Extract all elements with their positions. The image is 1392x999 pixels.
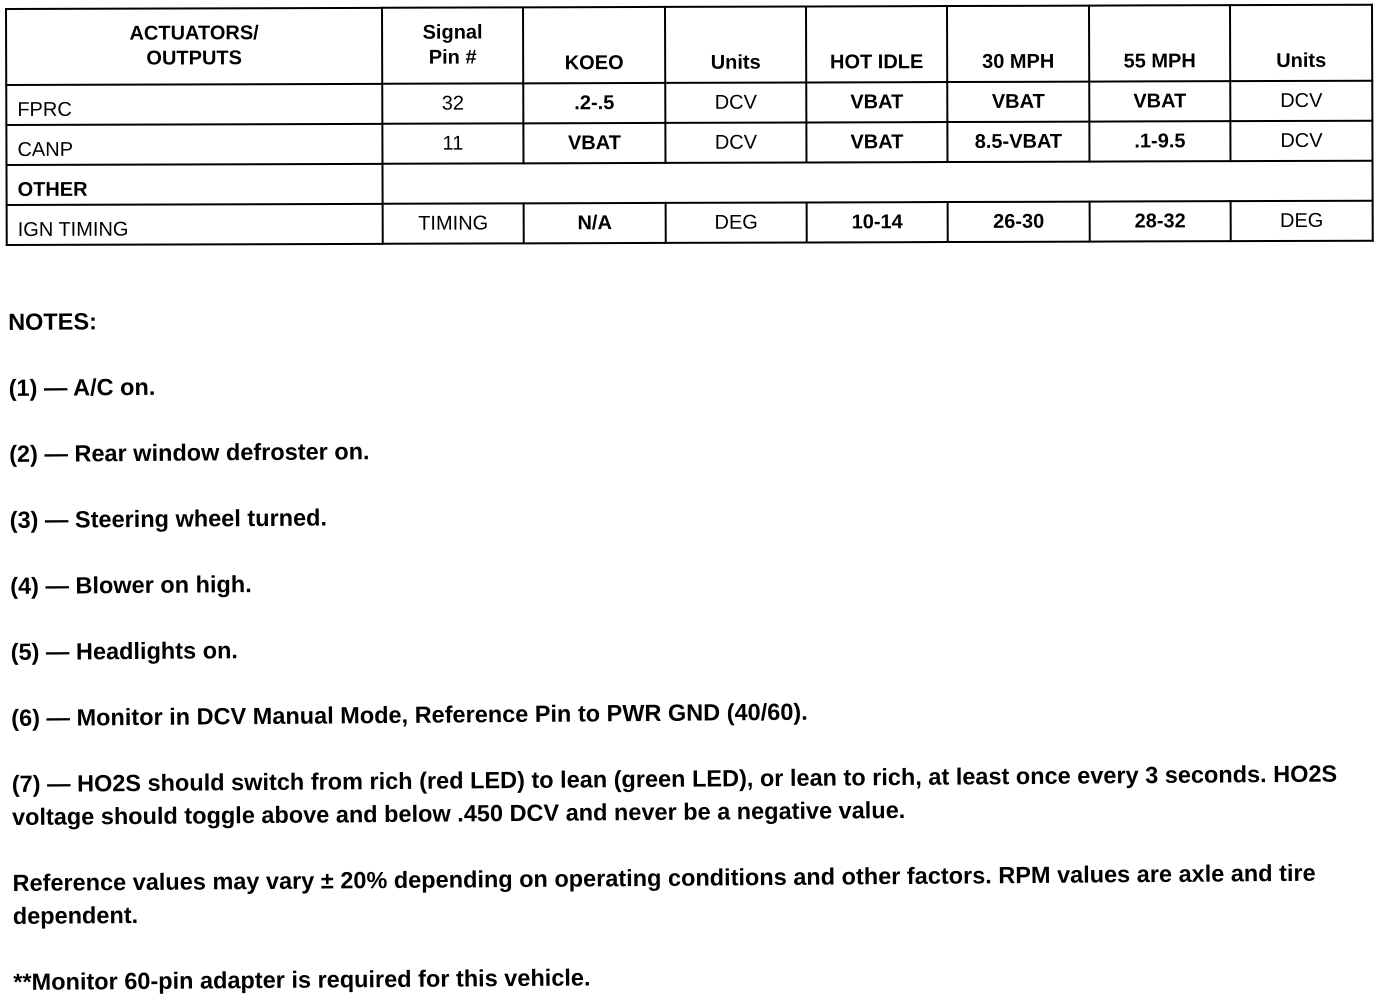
cell-hot-idle: 10-14	[807, 202, 948, 242]
note-item-6: (6) — Monitor in DCV Manual Mode, Reference Pin to PWR GND (40/60).	[11, 698, 808, 731]
reference-values-note: Reference values may vary ± 20% depending on operating conditions and other factors. RPM values are axle and tire dependent.	[12, 859, 1316, 929]
header-units-1: Units	[665, 6, 806, 82]
cell-30-mph: 8.5-VBAT	[947, 122, 1089, 162]
note-item-5: (5) — Headlights on.	[10, 637, 239, 665]
note-item-2: (2) — Rear window defroster on.	[9, 438, 370, 467]
cell-units-1: DCV	[665, 82, 806, 122]
cell-units-2: DCV	[1230, 81, 1372, 121]
cell-units-2: DCV	[1230, 121, 1372, 161]
actuators-outputs-table	[5, 4, 1374, 246]
notes-title: NOTES:	[8, 308, 98, 335]
cell-units-1: DEG	[666, 202, 807, 242]
header-signal-line1: Signal	[422, 21, 483, 44]
cell-30-mph: 26-30	[948, 202, 1090, 242]
header-actuators-outputs	[6, 8, 382, 85]
cell-koeo: N/A	[524, 203, 666, 243]
row-label: CANP	[6, 124, 382, 165]
header-units-2: Units	[1230, 5, 1372, 81]
notes-section	[8, 295, 1383, 999]
table-header-row	[6, 5, 1372, 85]
cell-signal-pin: 11	[382, 123, 523, 163]
cell-signal-pin: TIMING	[383, 203, 524, 243]
note-item-7: (7) — HO2S should switch from rich (red LED) to lean (green LED), or lean to rich, at least once every 3 seconds. HO2S voltage should toggle above and below .450 DCV and never be a negative value.	[11, 760, 1338, 830]
row-label: IGN TIMING	[7, 204, 383, 245]
cell-30-mph: VBAT	[947, 82, 1089, 122]
header-actuators-line1: ACTUATORS/	[129, 22, 259, 45]
cell-units-2: DEG	[1231, 201, 1373, 241]
note-item-3: (3) — Steering wheel turned.	[9, 504, 328, 533]
header-hot-idle: HOT IDLE	[806, 6, 947, 82]
header-koeo: KOEO	[523, 7, 665, 83]
cell-signal-pin: 32	[382, 83, 523, 123]
cell-units-1: DCV	[665, 122, 806, 162]
table-row-canp	[6, 121, 1372, 165]
cell-hot-idle: VBAT	[806, 122, 947, 162]
cell-koeo: .2-.5	[523, 83, 665, 123]
cell-55-mph: 28-32	[1090, 201, 1231, 241]
header-signal-line2: Pin #	[428, 46, 477, 69]
cell-55-mph: VBAT	[1089, 81, 1230, 121]
note-item-4: (4) — Blower on high.	[10, 571, 252, 599]
adapter-note: **Monitor 60-pin adapter is required for this vehicle.	[13, 964, 591, 995]
table-row-ign-timing	[7, 201, 1373, 245]
header-30-mph: 30 MPH	[947, 6, 1089, 82]
header-actuators-line2: OUTPUTS	[146, 47, 242, 70]
row-label: FPRC	[6, 84, 382, 125]
cell-55-mph: .1-9.5	[1089, 121, 1230, 161]
header-55-mph: 55 MPH	[1089, 5, 1230, 81]
row-label-other: OTHER	[6, 164, 382, 205]
cell-koeo: VBAT	[523, 123, 665, 163]
other-empty-cell	[382, 161, 1372, 204]
table-row-other	[6, 161, 1372, 205]
cell-hot-idle: VBAT	[806, 82, 947, 122]
header-signal-pin	[382, 7, 523, 83]
table-row-fprc	[6, 81, 1372, 125]
actuators-outputs-table-container	[5, 4, 1372, 246]
note-item-1: (1) — A/C on.	[8, 373, 156, 401]
